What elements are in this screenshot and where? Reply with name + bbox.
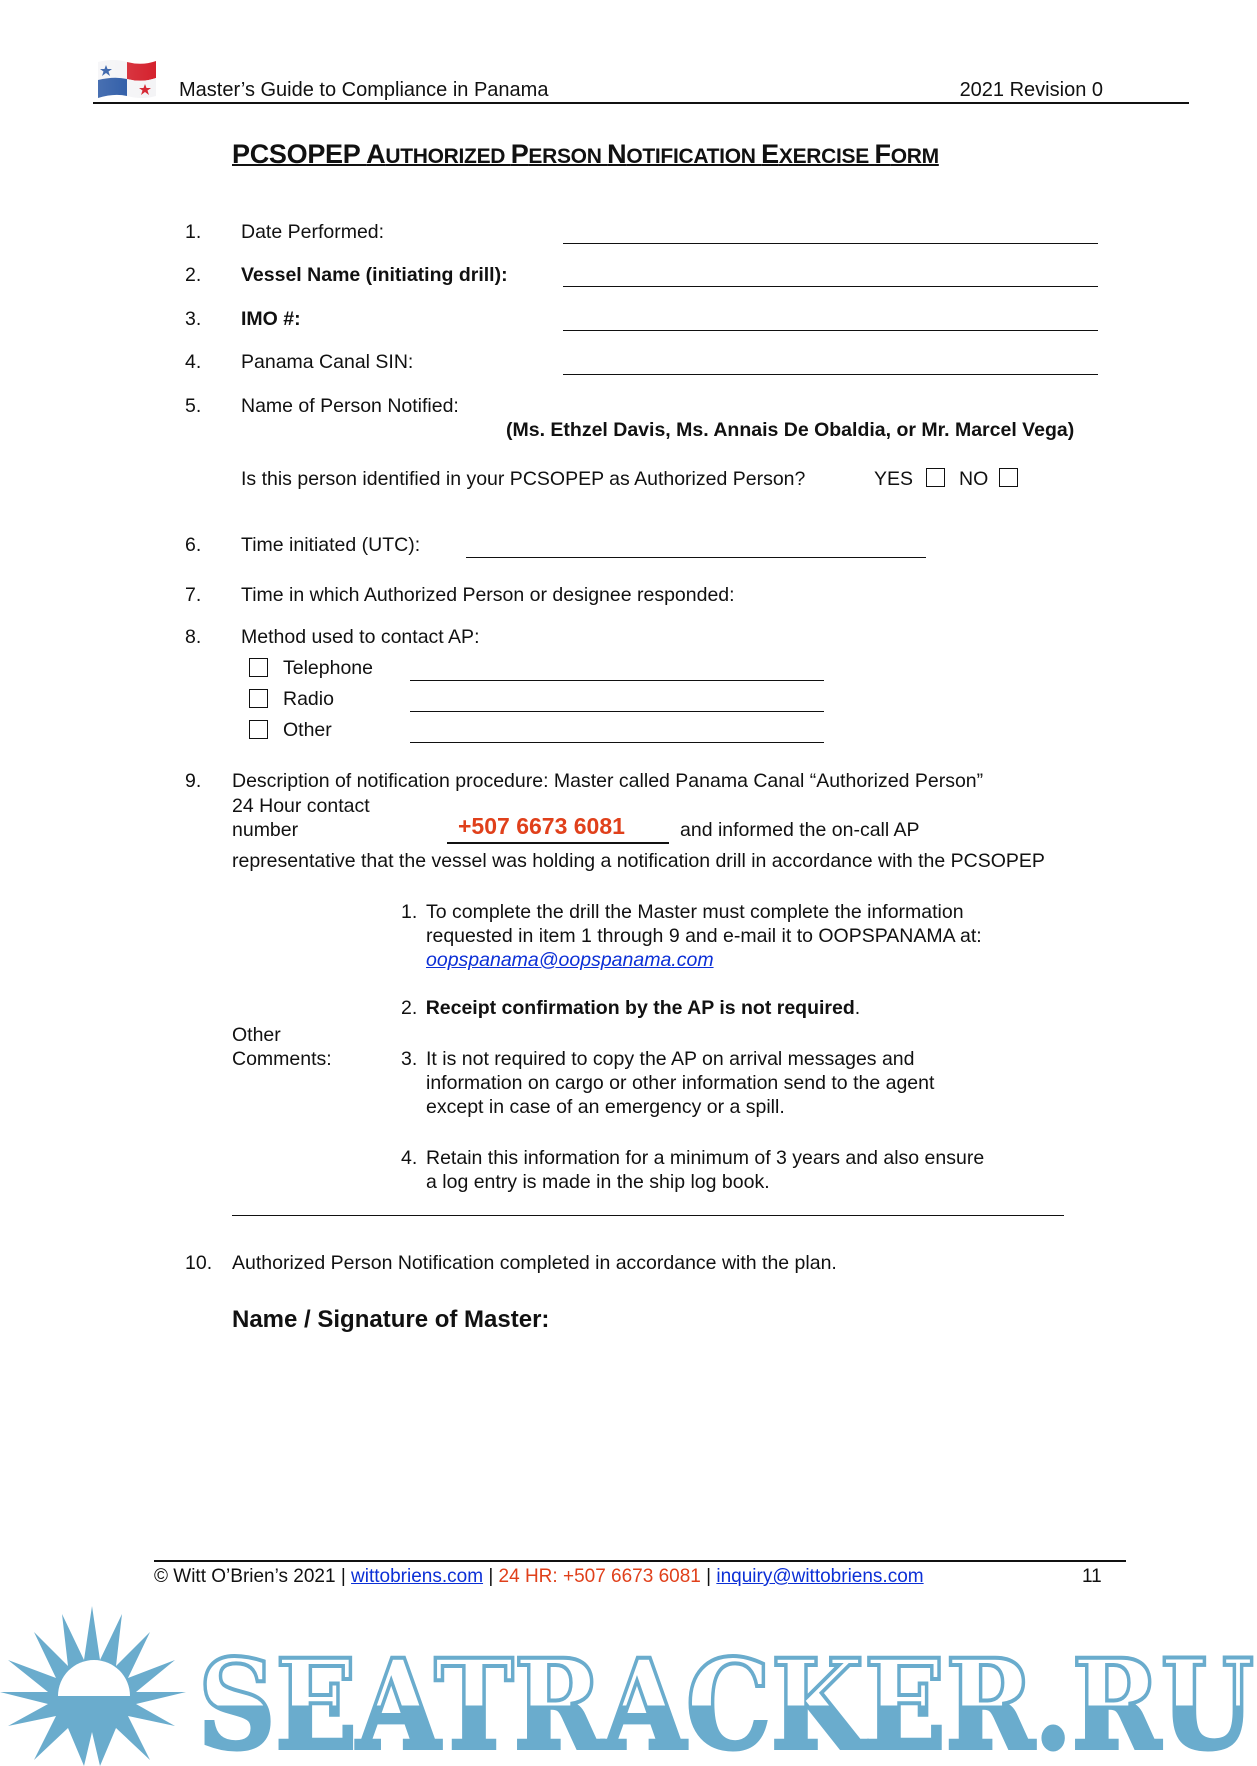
watermark-text: SEATRACKER.RU bbox=[198, 1633, 1254, 1766]
panama-canal-sin-field[interactable] bbox=[563, 374, 1098, 375]
persons-note: (Ms. Ethzel Davis, Ms. Annais De Obaldia, or Mr. Marcel Vega) bbox=[506, 419, 1075, 441]
telephone-label: Telephone bbox=[283, 657, 373, 679]
item-1-number: 1. bbox=[185, 221, 202, 243]
other-label: Other bbox=[283, 719, 332, 741]
item-8-number: 8. bbox=[185, 626, 202, 648]
radio-checkbox[interactable] bbox=[249, 689, 268, 708]
radio-field[interactable] bbox=[410, 711, 824, 712]
note-3-line2: information on cargo or other information send to the agent bbox=[426, 1072, 935, 1094]
item-1-label: Date Performed: bbox=[241, 221, 385, 243]
footer-24hr-phone: +507 6673 6081 bbox=[562, 1566, 701, 1587]
header-revision: 2021 Revision 0 bbox=[959, 79, 1103, 101]
panama-flag-icon bbox=[94, 58, 160, 100]
signature-label: Name / Signature of Master: bbox=[232, 1306, 550, 1333]
note-3-line1: It is not required to copy the AP on arrival messages and bbox=[426, 1048, 915, 1070]
flag-logo bbox=[94, 58, 160, 100]
item-3-number: 3. bbox=[185, 308, 202, 330]
note-1-number: 1. bbox=[401, 901, 418, 923]
item-9-line3: number bbox=[232, 819, 299, 841]
item-10-number: 10. bbox=[185, 1252, 213, 1274]
other-comments-label bbox=[232, 1023, 332, 1071]
comments-rule bbox=[232, 1215, 1064, 1216]
no-checkbox[interactable] bbox=[999, 468, 1018, 487]
footer-separator: | bbox=[488, 1566, 494, 1587]
note-2-number: 2. bbox=[401, 997, 418, 1019]
phone-underline bbox=[447, 842, 669, 844]
footer-24hr-label: 24 HR: bbox=[498, 1566, 558, 1587]
footer-email-link[interactable]: inquiry@wittobriens.com bbox=[716, 1566, 924, 1587]
radio-label: Radio bbox=[283, 688, 334, 710]
note-1-line2: requested in item 1 through 9 and e-mail it to OOPSPANAMA at: bbox=[426, 925, 982, 947]
note-3-line3: except in case of an emergency or a spill. bbox=[426, 1096, 785, 1118]
note-1 bbox=[401, 900, 982, 972]
page-number: 11 bbox=[1082, 1566, 1102, 1587]
item-6-label: Time initiated (UTC): bbox=[241, 534, 421, 556]
other-field[interactable] bbox=[410, 742, 824, 743]
no-label: NO bbox=[959, 468, 989, 490]
other-comments-label-line1: Other bbox=[232, 1024, 281, 1046]
sun-icon bbox=[0, 1606, 186, 1766]
footer-text bbox=[154, 1567, 924, 1586]
note-3-number: 3. bbox=[401, 1048, 418, 1070]
item-4-number: 4. bbox=[185, 351, 202, 373]
item-9-after-phone: and informed the on-call AP bbox=[680, 819, 920, 841]
footer-rule bbox=[154, 1560, 1126, 1562]
ap-phone-number: +507 6673 6081 bbox=[458, 813, 625, 839]
item-9-line2: 24 Hour contact bbox=[232, 795, 370, 817]
note-2 bbox=[401, 999, 860, 1019]
other-checkbox[interactable] bbox=[249, 720, 268, 739]
vessel-name-field[interactable] bbox=[563, 286, 1098, 287]
note-2-tail: . bbox=[854, 997, 861, 1019]
seatracker-watermark bbox=[0, 1600, 1257, 1766]
note-2-bold-text: Receipt confirmation by the AP is not required bbox=[425, 997, 855, 1019]
ap-question: Is this person identified in your PCSOPEP as Authorized Person? bbox=[241, 468, 806, 490]
item-6-number: 6. bbox=[185, 534, 202, 556]
yes-label: YES bbox=[874, 468, 914, 490]
footer-separator: | bbox=[706, 1566, 712, 1587]
telephone-field[interactable] bbox=[410, 680, 824, 681]
header-doc-title: Master’s Guide to Compliance in Panama bbox=[179, 79, 549, 101]
note-4 bbox=[401, 1146, 984, 1194]
other-comments-label-line2: Comments: bbox=[232, 1048, 332, 1070]
item-7-label: Time in which Authorized Person or designee responded: bbox=[241, 584, 735, 606]
item-4-label: Panama Canal SIN: bbox=[241, 351, 414, 373]
item-10-label: Authorized Person Notification completed in accordance with the plan. bbox=[232, 1252, 837, 1274]
telephone-checkbox[interactable] bbox=[249, 658, 268, 677]
item-3-label: IMO #: bbox=[241, 308, 301, 330]
form-title: PCSOPEP AUTHORIZED PERSON NOTIFICATION EXERCISE FORM bbox=[232, 139, 939, 169]
header-rule bbox=[93, 102, 1189, 104]
imo-field[interactable] bbox=[563, 330, 1098, 331]
footer-website-link[interactable]: wittobriens.com bbox=[351, 1566, 484, 1587]
yes-checkbox[interactable] bbox=[926, 468, 945, 487]
note-4-line2: a log entry is made in the ship log book. bbox=[426, 1171, 770, 1193]
item-9-line1: Description of notification procedure: Master called Panama Canal “Authorized Person” bbox=[232, 770, 984, 792]
time-initiated-field[interactable] bbox=[466, 557, 926, 558]
item-5-number: 5. bbox=[185, 395, 202, 417]
footer-copyright: © Witt O’Brien’s 2021 | bbox=[154, 1566, 346, 1587]
item-5-label: Name of Person Notified: bbox=[241, 395, 459, 417]
item-8-label: Method used to contact AP: bbox=[241, 626, 480, 648]
item-2-label: Vessel Name (initiating drill): bbox=[241, 264, 508, 286]
item-9-number: 9. bbox=[185, 770, 202, 792]
note-4-line1: Retain this information for a minimum of 3 years and also ensure bbox=[426, 1147, 985, 1169]
item-2-number: 2. bbox=[185, 264, 202, 286]
item-7-number: 7. bbox=[185, 584, 202, 606]
item-9-line4: representative that the vessel was holding a notification drill in accordance with the PCSOPEP bbox=[232, 850, 1045, 872]
date-performed-field[interactable] bbox=[563, 243, 1098, 244]
note-3 bbox=[401, 1047, 934, 1119]
note-4-number: 4. bbox=[401, 1147, 418, 1169]
note-1-line1: To complete the drill the Master must complete the information bbox=[426, 901, 964, 923]
oopspanama-email-link[interactable]: oopspanama@oopspanama.com bbox=[426, 949, 714, 971]
